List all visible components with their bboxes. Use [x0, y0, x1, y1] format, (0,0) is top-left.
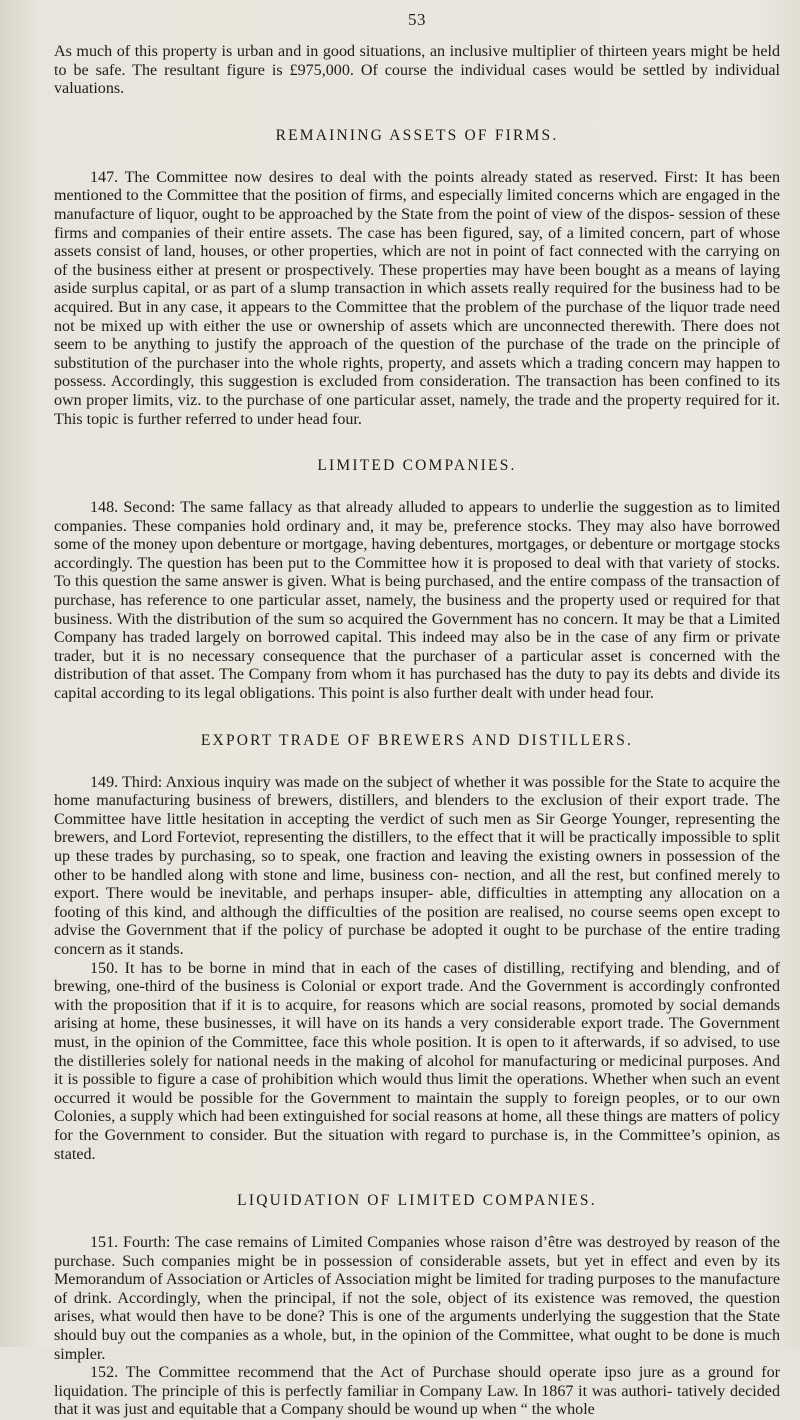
section-heading-remaining-assets: REMAINING ASSETS OF FIRMS.	[275, 126, 559, 144]
section-heading-liquidation: LIQUIDATION OF LIMITED COMPANIES.	[237, 1192, 597, 1210]
intro-paragraph: As much of this property is urban and in good situations, an inclusive multiplier of thirteen years might be held to be safe. The resultant figure is £975,000. Of course the individual cases would be settled by individual valuations.	[54, 43, 780, 98]
paragraph-149: 149. Third: Anxious inquiry was made on the subject of whether it was possible for the State to acquire the home manufacturing business of brewers, distillers, and blenders to the exclusion of their export trade. The Committee have little hesitation in accepting the verdict of such men as Sir George Younger, representing the brewers, and Lord Forteviot, representing the distillers, to the effect that it will be practically impossible to split up these trades by purchasing, so to speak, one fraction and leaving the existing owners in possession of the other to be handled along with stone and lime, business con- nection, and all the rest, but confined merely to export. There would be inevitable, and perhaps insuper- able, difficulties in attempting any allocation on a footing of this kind, and although the difficulties of the position are realised, no course seems open except to advise the Government that if the policy of purchase be adopted it ought to be purchase of the entire trading concern as it stands.	[54, 773, 780, 958]
section-heading-export-trade: EXPORT TRADE OF BREWERS AND DISTILLERS.	[200, 731, 634, 749]
paragraph-147: 147. The Committee now desires to deal with the points already stated as reserved. First: It has been mentioned to the Committee that the position of firms, and especially limited concerns which are engaged in the manufacture of liquor, ought to be approached by the State from the point of view of the dispos- session of these firms and companies of their entire assets. The case has been figured, say, of a limited concern, part of whose assets consist of land, houses, or other properties, which are not in point of fact connected with the carrying on of the business either at present or prospectively. These properties may have been bought as a means of laying aside surplus capital, or as part of a slump transaction in which assets really required for the business had to be acquired. But in any case, it appears to the Committee that the problem of the purchase of the liquor trade need not be mixed up with either the use or ownership of assets which are unconnected therewith. There does not seem to be anything to justify the approach of the question of the purchase of the trade on the principle of substitution of the purchaser into the whole rights, property, and assets which a trading concern may happen to possess. Accordingly, this suggestion is excluded from consideration. The transaction has been confined to its own proper limits, viz. to the purchase of one particular asset, namely, the trade and the property required for it. This topic is further referred to under head four.	[54, 168, 780, 428]
paragraph-150: 150. It has to be borne in mind that in each of the cases of distilling, rectifying and blending, and of brewing, one-third of the business is Colonial or export trade. And the Government is accordingly confronted with the proposition that if it is to acquire, for reasons which are social reasons, promoted by social demands arising at home, these businesses, it will have on its hands a very considerable export trade. The Government must, in the opinion of the Committee, face this whole position. It is open to it afterwards, if so advised, to use the distilleries solely for national needs in the making of alcohol for manufacturing or medicinal purposes. And it is possible to figure a case of prohibition which would thus limit the operations. Whether when such an event occurred it would be possible for the Government to maintain the supply to foreign peoples, or to our own Colonies, a supply which had been extinguished for social reasons at home, all these things are matters of policy for the Government to consider. But the situation with regard to purchase is, in the Committee’s opinion, as stated.	[54, 959, 780, 1163]
paragraph-151: 151. Fourth: The case remains of Limited Companies whose raison d’être was destroyed by reason of the purchase. Such companies might be in possession of considerable assets, but yet in effect and even by its Memorandum of Association or Articles of Association might be limited for trading purposes to the manufacture of drink. Accordingly, when the principal, if not the sole, object of its existence was removed, the question arises, what would then have to be done? This is one of the arguments underlying the suggestion that the State should buy out the companies as a whole, but, in the opinion of the Committee, what ought to be done is much simpler.	[54, 1234, 780, 1363]
paragraph-152: 152. The Committee recommend that the Act of Purchase should operate ipso jure as a ground for liquidation. The principle of this is perfectly familiar in Company Law. In 1867 it was authori- tatively decided that it was just and equitable that a Company should be wound up when “ the whole	[54, 1364, 780, 1419]
section-heading-limited-companies: LIMITED COMPANIES.	[317, 457, 517, 475]
paragraph-148: 148. Second: The same fallacy as that already alluded to appears to underlie the suggestion as to limited companies. These companies hold ordinary and, it may be, preference stocks. They may also have borrowed some of the money upon debenture or mortgage, having debentures, mortgages, or debenture or mortgage stocks accordingly. The question has been put to the Committee how it is proposed to deal with that variety of stocks. To this question the same answer is given. What is being purchased, and the entire compass of the transaction of purchase, has reference to one particular asset, namely, the business and the property used or required for that business. With the distribution of the sum so acquired the Government has no concern. It may be that a Limited Company has traded largely on borrowed capital. This indeed may also be in the case of any firm or private trader, but it is no necessary consequence that the purchaser of a particular asset is concerned with the distribution of that asset. The Company from whom it has purchased has the duty to pay its debts and divide its capital according to its legal obligations. This point is also further dealt with under head four.	[54, 499, 780, 703]
page-number: 53	[408, 10, 426, 29]
